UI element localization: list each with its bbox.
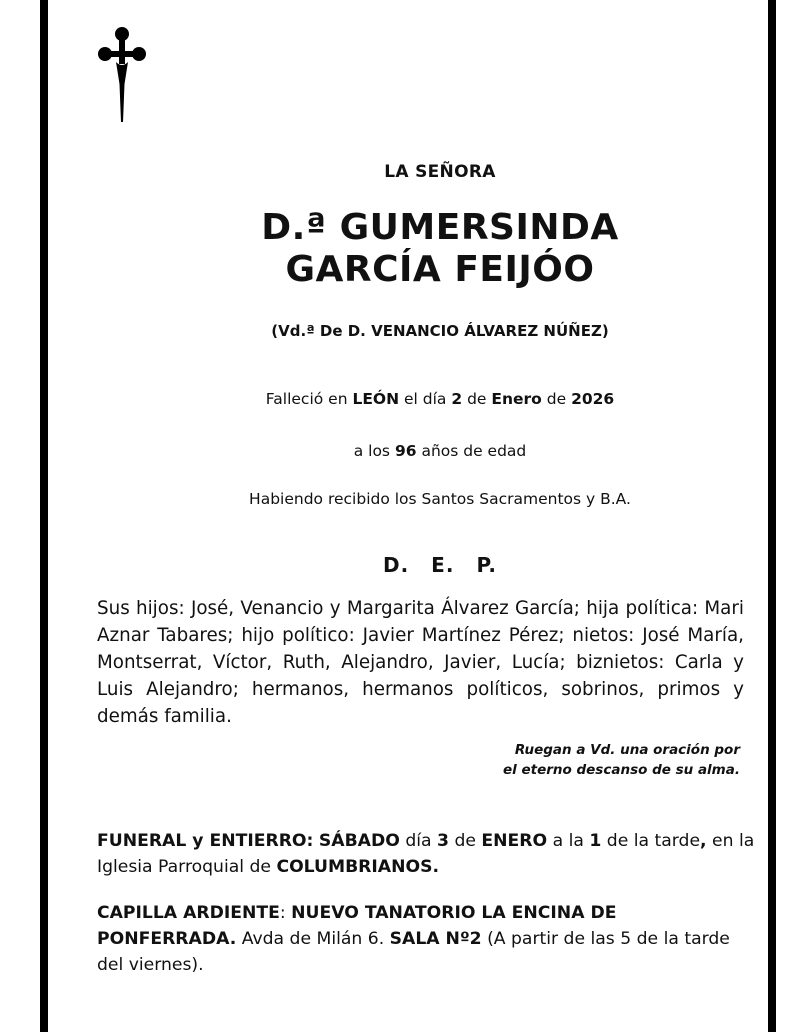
dep-letter: D. [382,553,410,577]
cross-icon [96,24,148,124]
prayer-line: Ruegan a Vd. una oración por [514,742,740,758]
dep-letter: P. [476,553,498,577]
dep-letter: E. [431,553,455,577]
deceased-name-line1: D.ª GUMERSINDA [261,207,619,248]
chapel-details: CAPILLA ARDIENTE: NUEVO TANATORIO LA ENCINA DE PONFERRADA. Avda de Milán 6. SALA Nº2 (A partir de las 5 de la tarde del viernes). [97,903,730,975]
prayer-line: el eterno descanso de su alma. [503,762,740,778]
widow-of: (Vd.ª De D. VENANCIO ÁLVAREZ NÚÑEZ) [271,322,609,340]
family-list: Sus hijos: José, Venancio y Margarita Álvarez García; hija política: Mari Aznar Tabares; hijo político: Javier Martínez Pérez; nietos: José María, Montserrat, Víctor, Ruth, Alejandro, Javier, Lucía; biznietos: Carla y Luis Alejandro; hermanos, hermanos políticos, sobrinos, primos y demás familia. [97,598,744,727]
death-details: Falleció en LEÓN el día 2 de Enero de 2026 [265,390,615,408]
funeral-details: FUNERAL y ENTIERRO: SÁBADO día 3 de ENERO a la 1 de la tarde, en la Iglesia Parroquial de COLUMBRIANOS. [97,831,755,877]
prayer-request [380,740,740,780]
age-at-death: a los 96 años de edad [353,442,527,460]
honorific: LA SEÑORA [384,162,496,182]
deceased-name-line2: GARCÍA FEIJÓO [285,249,595,290]
dep-heading [48,553,800,577]
sacraments-note: Habiendo recibido los Santos Sacramentos y B.A. [249,490,631,508]
